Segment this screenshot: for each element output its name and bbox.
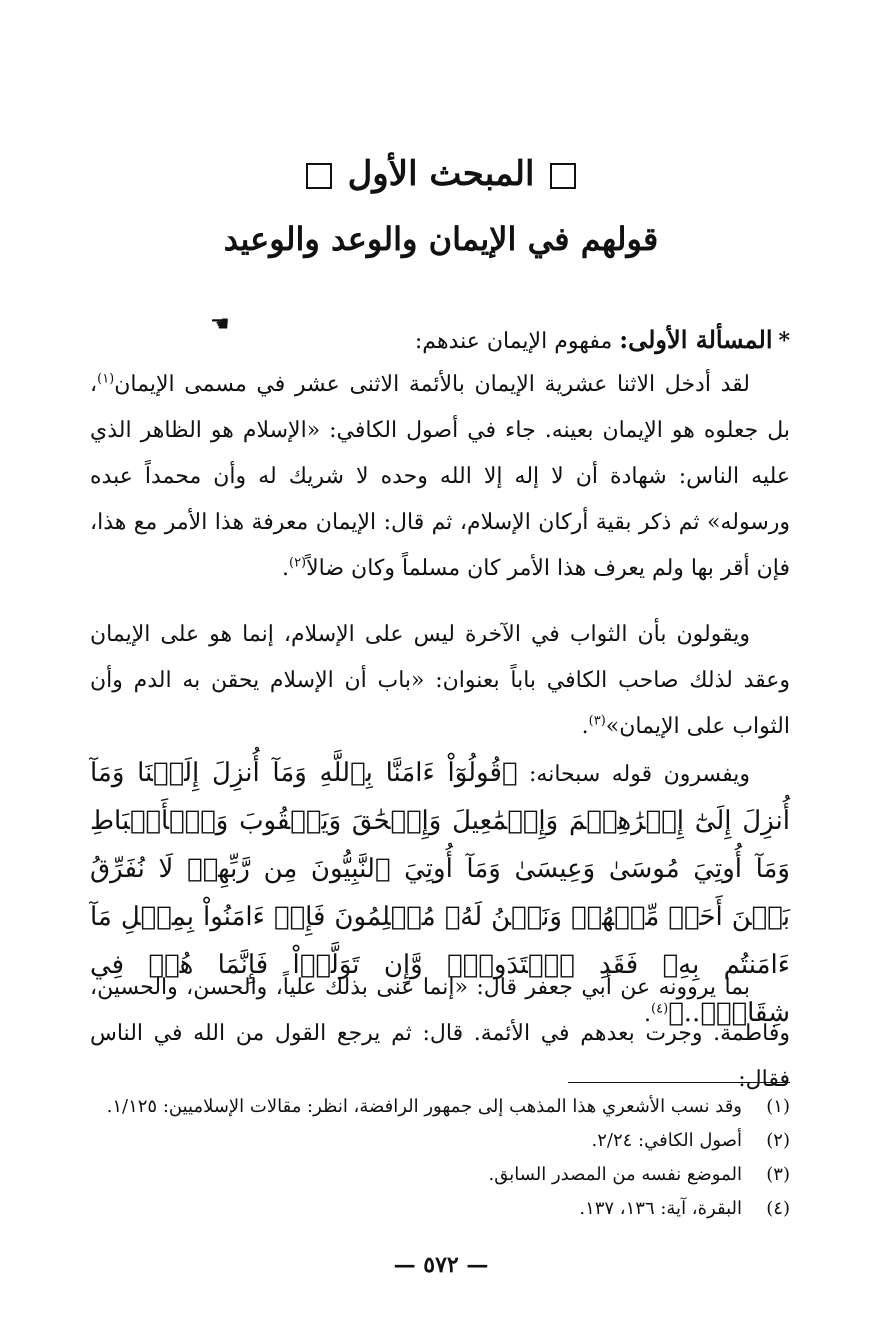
footnote-item bbox=[90, 1124, 790, 1158]
square-ornament-icon bbox=[550, 163, 576, 189]
footnote-item bbox=[90, 1158, 790, 1192]
paragraph-1-text-c: . bbox=[281, 556, 289, 581]
section-label: المسألة الأولى: bbox=[619, 325, 773, 354]
footnote-item bbox=[90, 1192, 790, 1226]
paragraph-2 bbox=[90, 612, 790, 750]
footnote-item bbox=[90, 1090, 790, 1124]
quran-verse: ﴿قُولُوٓاْ ءَامَنَّا بِٱللَّهِ وَمَآ أُنزِلَ إِلَيۡنَا وَمَآ أُنزِلَ إِلَىٰٓ إِبۡرَٰهِـۧمَ وَإِسۡمَٰعِيلَ وَإِسۡحَٰقَ وَيَعۡقُوبَ وَٱلۡأَسۡبَاطِ وَمَآ أُوتِيَ مُوسَىٰ وَعِيسَىٰ وَمَآ أُوتِيَ ٱلنَّبِيُّونَ مِن رَّبِّهِمۡ لَا نُفَرِّقُ بَيۡنَ أَحَدٖ مِّنۡهُمۡ وَنَحۡنُ لَهُۥ مُسۡلِمُونَ فَإِنۡ ءَامَنُواْ بِمِثۡلِ مَآ ءَامَنتُم بِهِۦ فَقَدِ ٱهۡتَدَواْۖ وَّإِن تَوَلَّوۡاْ فَإِنَّمَا هُمۡ فِي شِقَاقٖۖ..﴾ bbox=[90, 758, 790, 1028]
footnote-ref-1[interactable]: (١) bbox=[97, 371, 115, 387]
footnote-text: أصول الكافي: ٢/٢٤. bbox=[591, 1130, 742, 1151]
footnote-text: البقرة، آية: ١٣٦، ١٣٧. bbox=[579, 1198, 742, 1219]
footnote-text: وقد نسب الأشعري هذا المذهب إلى جمهور الرافضة، انظر: مقالات الإسلاميين: ١/١٢٥. bbox=[106, 1096, 742, 1117]
footnote-ref-4[interactable]: (٤) bbox=[651, 1001, 669, 1017]
chapter-title-text: المبحث الأول bbox=[347, 154, 535, 194]
chapter-title bbox=[0, 150, 882, 198]
footnote-number: (٢) bbox=[766, 1130, 790, 1151]
footnote-text: الموضع نفسه من المصدر السابق. bbox=[488, 1164, 742, 1185]
footnotes bbox=[90, 1090, 790, 1226]
paragraph-1-text-a: لقد أدخل الاثنا عشرية الإيمان بالأئمة الاثنى عشر في مسمى الإيمان bbox=[114, 372, 750, 397]
pointing-hand-icon: ☛ bbox=[210, 312, 230, 337]
footnote-divider bbox=[568, 1082, 790, 1083]
paragraph-3-text-b: . bbox=[644, 1002, 652, 1027]
footnote-ref-3[interactable]: (٣) bbox=[588, 713, 606, 729]
chapter-subtitle: قولهم في الإيمان والوعد والوعيد bbox=[223, 220, 659, 258]
footnote-number: (٤) bbox=[766, 1198, 790, 1219]
paragraph-1 bbox=[90, 362, 790, 592]
section-text: مفهوم الإيمان عندهم: bbox=[414, 329, 613, 354]
footnote-number: (١) bbox=[766, 1096, 790, 1117]
paragraph-1-text-b: ، بل جعلوه هو الإيمان بعينه. جاء في أصول الكافي: «الإسلام هو الظاهر الذي عليه الناس: شهادة أن لا إله إلا الله وحده لا شريك له وأن محمداً عبده ورسوله» ثم ذكر بقية أركان الإسلام، ثم قال: الإيمان معرفة هذا الأمر مع هذا، فإن أقر بها ولم يعرف هذا الأمر كان مسلماً وكان ضالاً bbox=[90, 372, 790, 581]
star-bullet: * bbox=[778, 328, 790, 354]
paragraph-4: بما يروونه عن أبي جعفر قال: «إنما عنى بذلك علياً، والحسن، والحسين، وفاطمة. وجرت بعدهم في الأئمة. قال: ثم يرجع القول من الله في الناس فقال: bbox=[90, 975, 790, 1092]
paragraph-2-text-b: . bbox=[581, 714, 589, 739]
section-heading bbox=[90, 320, 790, 362]
paragraph-2-text-a: ويقولون بأن الثواب في الآخرة ليس على الإسلام، إنما هو على الإيمان وعقد لذلك صاحب الكافي باباً بعنوان: «باب أن الإسلام يحقن به الدم وأن الثواب على الإيمان» bbox=[90, 622, 790, 739]
paragraph-3-text-a: ويفسرون قوله سبحانه: bbox=[528, 762, 751, 787]
square-ornament-icon bbox=[306, 163, 332, 189]
footnote-ref-2[interactable]: (٢) bbox=[288, 555, 307, 571]
footnote-number: (٣) bbox=[766, 1164, 790, 1185]
page-number: — ٥٧٢ — bbox=[393, 1252, 489, 1278]
